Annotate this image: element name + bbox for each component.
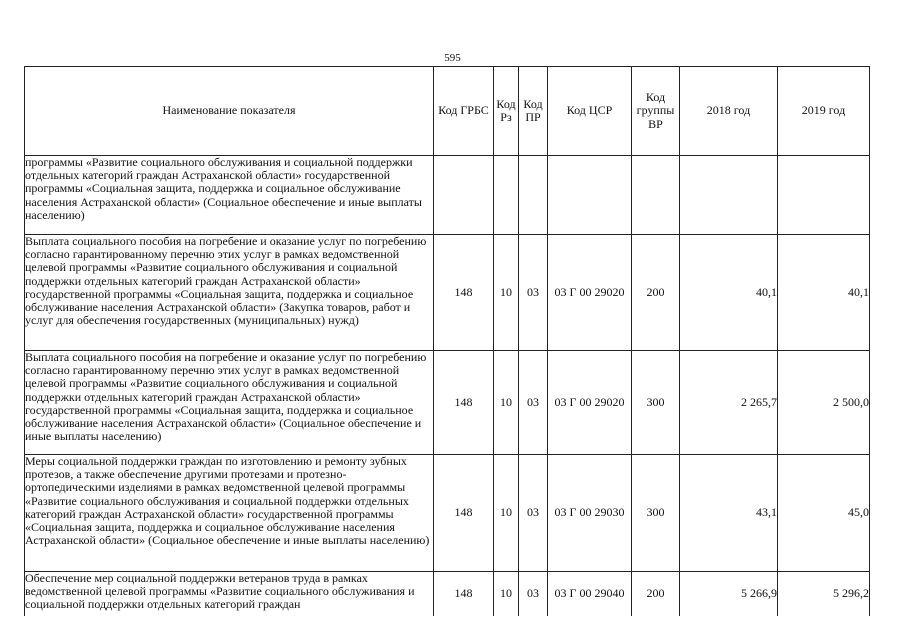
table-row: [25, 156, 870, 235]
row-2019: [778, 156, 870, 235]
row-csr: [548, 156, 632, 235]
table-row: [25, 235, 870, 351]
header-grbs: Код ГРБС: [434, 67, 494, 156]
row-rz: [494, 156, 519, 235]
row-name: программы «Развитие социального обслуживания и социальной поддержки отдельных категорий граждан Астраханской области» государственной программы «Социальная защита, поддержка и социальное обслуживание населения Астраханской области» (Социальное обеспечение и иные выплаты населению): [25, 156, 434, 235]
row-rz: 10: [494, 351, 519, 455]
row-csr: 03 Г 00 29020: [548, 235, 632, 351]
row-pr: 03: [519, 351, 548, 455]
row-vr: [632, 156, 680, 235]
row-csr: 03 Г 00 29030: [548, 455, 632, 572]
row-grbs: 148: [434, 235, 494, 351]
row-name: Обеспечение мер социальной поддержки ветеранов труда в рамках ведомственной целевой программы «Развитие социального обслуживания и социальной поддержки отдельных категорий граждан: [25, 572, 434, 616]
row-rz: 10: [494, 572, 519, 616]
row-vr: 300: [632, 455, 680, 572]
table-row: [25, 572, 870, 616]
header-name: Наименование показателя: [25, 67, 434, 156]
row-pr: 03: [519, 235, 548, 351]
row-pr: [519, 156, 548, 235]
header-2019: 2019 год: [778, 67, 870, 156]
row-grbs: 148: [434, 572, 494, 616]
row-2018: 40,1: [680, 235, 778, 351]
row-pr: 03: [519, 455, 548, 572]
row-rz: 10: [494, 235, 519, 351]
row-pr: 03: [519, 572, 548, 616]
row-2018: 5 266,9: [680, 572, 778, 616]
row-csr: 03 Г 00 29020: [548, 351, 632, 455]
row-csr: 03 Г 00 29040: [548, 572, 632, 616]
budget-table: [24, 66, 870, 616]
header-pr: Код ПР: [519, 67, 548, 156]
row-2019: 45,0: [778, 455, 870, 572]
table-header-row: [25, 67, 870, 156]
row-vr: 300: [632, 351, 680, 455]
row-2018: [680, 156, 778, 235]
row-2019: 40,1: [778, 235, 870, 351]
row-vr: 200: [632, 235, 680, 351]
header-2018: 2018 год: [680, 67, 778, 156]
row-2019: 5 296,2: [778, 572, 870, 616]
row-grbs: 148: [434, 351, 494, 455]
row-rz: 10: [494, 455, 519, 572]
header-csr: Код ЦСР: [548, 67, 632, 156]
row-2018: 43,1: [680, 455, 778, 572]
row-grbs: [434, 156, 494, 235]
header-rz: Код Рз: [494, 67, 519, 156]
header-vr: Код группы ВР: [632, 67, 680, 156]
row-grbs: 148: [434, 455, 494, 572]
table-row: [25, 455, 870, 572]
row-2019: 2 500,0: [778, 351, 870, 455]
row-vr: 200: [632, 572, 680, 616]
page-number: 595: [444, 52, 461, 64]
row-name: Выплата социального пособия на погребение и оказание услуг по погребению согласно гарантированному перечню этих услуг в рамках ведомственной целевой программы «Развитие социального обслуживания и социальной поддержки отдельных категорий граждан Астраханской области» государственной программы «Социальная защита, поддержка и социальное обслуживание населения Астраханской области» (Закупка товаров, работ и услуг для обеспечения государственных (муниципальных) нужд): [25, 235, 434, 351]
row-2018: 2 265,7: [680, 351, 778, 455]
row-name: Выплата социального пособия на погребение и оказание услуг по погребению согласно гарантированному перечню этих услуг в рамках ведомственной целевой программы «Развитие социального обслуживания и социальной поддержки отдельных категорий граждан Астраханской области» государственной программы «Социальная защита, поддержка и социальное обслуживание населения Астраханской области» (Социальное обеспечение и иные выплаты населению): [25, 351, 434, 455]
row-name: Меры социальной поддержки граждан по изготовлению и ремонту зубных протезов, а также обеспечение другими протезами и протезно-ортопедическими изделиями в рамках ведомственной целевой программы «Развитие социального обслуживания и социальной поддержки отдельных категорий граждан Астраханской области» государственной программы «Социальная защита, поддержка и социальное обслуживание населения Астраханской области» (Социальное обеспечение и иные выплаты населению): [25, 455, 434, 572]
table-row: [25, 351, 870, 455]
